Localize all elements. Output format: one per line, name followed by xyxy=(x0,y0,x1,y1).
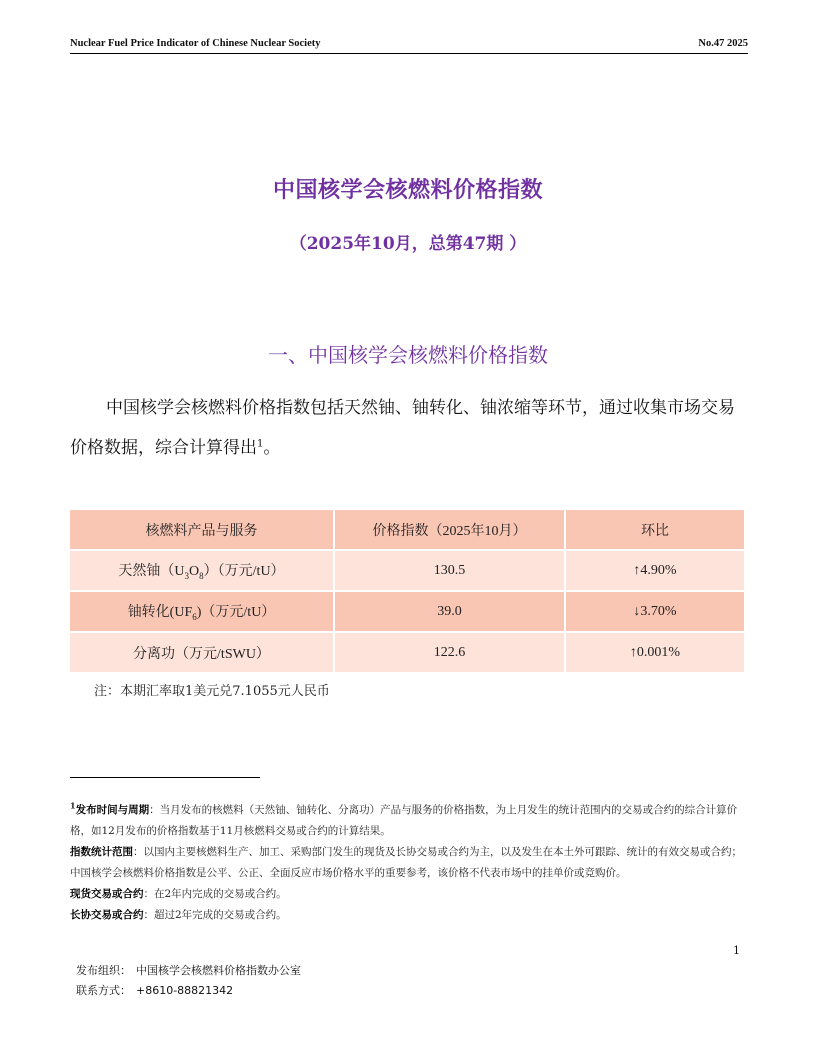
table-row xyxy=(70,592,744,631)
table-row xyxy=(70,633,744,672)
footnote-ref[interactable]: 1 xyxy=(257,438,264,450)
publisher-name: 中国核学会核燃料价格指数办公室 xyxy=(136,964,301,977)
header-publication-title: Nuclear Fuel Price Indicator of Chinese Nuclear Society xyxy=(70,38,321,49)
contact-block xyxy=(76,961,301,1001)
change-cell: ↓3.70% xyxy=(566,592,744,631)
publisher-line xyxy=(76,961,301,981)
publisher-label: 发布组织： xyxy=(76,964,131,977)
page-number: 1 xyxy=(733,944,740,957)
phone-number[interactable]: +8610-88821342 xyxy=(136,984,234,997)
product-cell: 铀转化$(UF_6)$（万元/tU） xyxy=(70,592,333,631)
index-cell: 122.6 xyxy=(335,633,564,672)
index-cell: 39.0 xyxy=(335,592,564,631)
footnote-divider xyxy=(70,777,260,778)
product-cell: 天然铀$(U_3O_8)$（万元/tU） xyxy=(70,551,333,590)
change-cell: ↑4.90% xyxy=(566,551,744,590)
exchange-rate-note: 注：本期汇率取1美元兑7.1055元人民币 xyxy=(94,684,330,699)
document-subtitle: （2025年10月，总第47期 ） xyxy=(289,234,527,254)
column-header-index: 价格指数（2025年10月） xyxy=(335,510,564,549)
index-cell: 130.5 xyxy=(335,551,564,590)
table-row xyxy=(70,551,744,590)
header-issue-number: No.47 2025 xyxy=(698,38,748,49)
phone-line xyxy=(76,981,301,1001)
intro-end: 。 xyxy=(263,438,281,458)
footnote-item: 指数统计范围：以国内主要核燃料生产、加工、采购部门发生的现货及长协交易或合约为主，以及发生在本土外可跟踪、统计的有效交易或合约；中国核学会核燃料价格指数是公平、公正、全面反应市场价格水平的重要参考，该价格不代表市场中的挂单价或竞购价。 xyxy=(70,846,742,879)
phone-label: 联系方式： xyxy=(76,984,131,997)
footnotes xyxy=(70,800,750,926)
section-heading: 一、中国核学会核燃料价格指数 xyxy=(268,343,548,367)
table-header-row xyxy=(70,510,744,549)
running-header xyxy=(70,37,748,54)
column-header-change: 环比 xyxy=(566,510,744,549)
product-cell: 分离功（万元/tSWU） xyxy=(70,633,333,672)
price-index-table xyxy=(68,508,746,674)
intro-text: 中国核学会核燃料价格指数包括天然铀、铀转化、铀浓缩等环节，通过收集市场交易价格数据，综合计算得出 xyxy=(70,398,735,458)
footnote-item: $^1$发布时间与周期：当月发布的核燃料（天然铀、铀转化、分离功）产品与服务的价格指数，为上月发生的统计范围内的交易或合约的综合计算价格，如12月发布的价格指数基于11月核燃料交易或合约的计算结果。 xyxy=(70,800,738,837)
footnote-item: 现货交易或合约：在2年内完成的交易或合约。 xyxy=(70,888,287,900)
change-cell: ↑0.001% xyxy=(566,633,744,672)
column-header-product: 核燃料产品与服务 xyxy=(70,510,333,549)
document-title: 中国核学会核燃料价格指数 xyxy=(272,178,543,203)
footnote-item: 长协交易或合约：超过2年完成的交易或合约。 xyxy=(70,909,287,921)
intro-paragraph xyxy=(70,388,750,468)
